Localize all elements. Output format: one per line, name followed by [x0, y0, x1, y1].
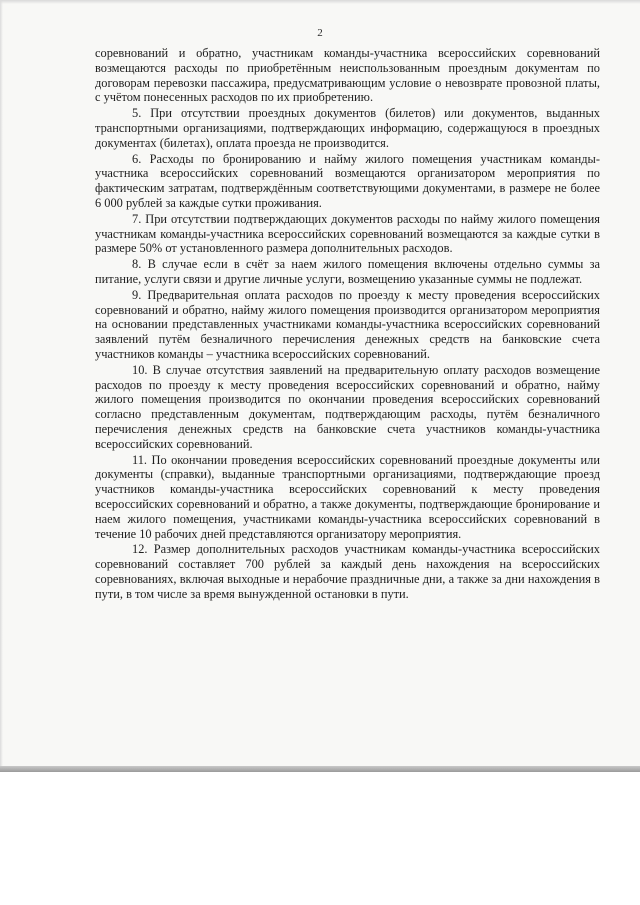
paragraph-continuation: соревнований и обратно, участникам команды-участника всероссийских соревнований возмещаются расходы по приобретённым неиспользованным проездным документам по договорам перевозки пассажира, предусматривающим условие о невозврате провозной платы, с учётом понесенных расходов по их приобретению. — [95, 46, 600, 105]
page-number: 2 — [317, 27, 323, 39]
scan-left-shadow — [0, 0, 3, 772]
paragraph-7: 7. При отсутствии подтверждающих документов расходы по найму жилого помещения участникам команды-участника всероссийских соревнований возмещаются за каждые сутки в размере 50% от установленного размера дополнительных расходов. — [95, 211, 600, 256]
paragraph-5: 5. При отсутствии проездных документов (билетов) или документов, выданных транспортными организациями, подтверждающих информацию, содержащуюся в проездных документах (билетах), оплата проезда не производится. — [95, 106, 600, 150]
scan-bottom-edge — [0, 766, 640, 772]
paragraph-6: 6. Расходы по бронированию и найму жилого помещения участникам команды-участника всероссийских соревнований возмещаются организатором мероприятия по фактическим затратам, подтверждённым соответствующими документами, в размере не более 6 000 рублей за каждые сутки проживания. — [95, 151, 600, 210]
scan-top-shadow — [0, 0, 640, 4]
document-body — [95, 46, 600, 602]
paragraph-11: 11. По окончании проведения всероссийских соревнований проездные документы или документы (справки), выданные транспортными организациями, подтверждающие проезд участников команды-участника всероссийских соревнований к месту проведения всероссийских соревнований и обратно, а также документы, подтверждающие бронирование и наем жилого помещения, участниками команды-участника всероссийских соревнований в течение 10 рабочих дней представляются организатору мероприятия. — [95, 452, 600, 541]
paragraph-9: 9. Предварительная оплата расходов по проезду к месту проведения всероссийских соревнований и обратно, найму жилого помещения производится организатором мероприятия на основании представленных участниками команды-участника всероссийских соревнований заявлений путём безналичного перечисления денежных средств на банковские счета участников команды – участника всероссийских соревнований. — [95, 287, 600, 361]
paragraph-10: 10. В случае отсутствия заявлений на предварительную оплату расходов возмещение расходов по проезду к месту проведения всероссийских соревнований и обратно, найму жилого помещения производится по окончании проведения всероссийских соревнований согласно представленным документам, подтверждающим расходы, путём безналичного перечисления денежных средств на банковские счета участников команды-участника всероссийских соревнований. — [95, 362, 600, 451]
paragraph-12: 12. Размер дополнительных расходов участникам команды-участника всероссийских соревнований составляет 700 рублей за каждый день нахождения на всероссийских соревнованиях, включая выходные и нерабочие праздничные дни, а также за дни нахождения в пути, в том числе за время вынужденной остановки в пути. — [95, 542, 600, 601]
paragraph-8: 8. В случае если в счёт за наем жилого помещения включены отдельно суммы за питание, услуги связи и другие личные услуги, возмещению указанные суммы не подлежат. — [95, 257, 600, 286]
